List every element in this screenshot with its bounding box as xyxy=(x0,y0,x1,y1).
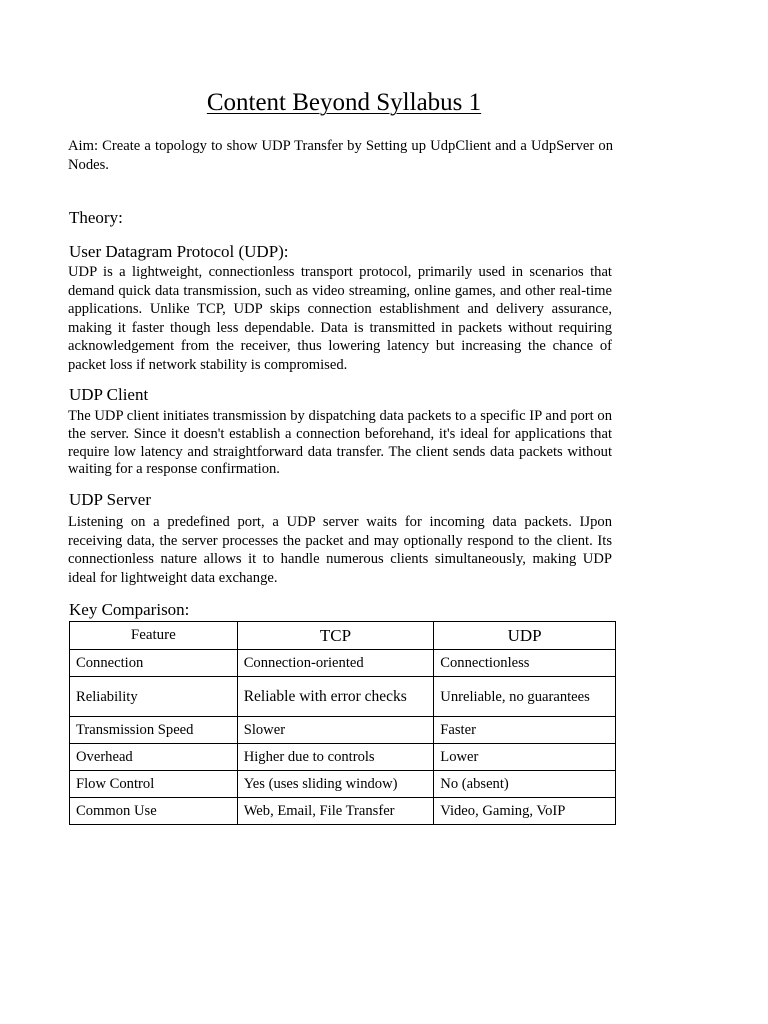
udp-client-heading: UDP Client xyxy=(69,385,149,404)
comparison-table xyxy=(69,621,616,825)
table-row xyxy=(70,677,616,717)
page-title-text: Content Beyond Syllabus 1 xyxy=(206,89,482,116)
cell-feature: Flow Control xyxy=(70,771,238,798)
cell-tcp: Web, Email, File Transfer xyxy=(237,798,434,825)
page-title xyxy=(0,88,688,118)
udp-heading: User Datagram Protocol (UDP): xyxy=(69,242,289,261)
header-tcp: TCP xyxy=(237,622,434,650)
cell-feature: Common Use xyxy=(70,798,238,825)
cell-tcp: Higher due to controls xyxy=(237,744,434,771)
header-feature: Feature xyxy=(70,622,238,650)
udp-paragraph: UDP is a lightweight, connectionless transport protocol, primarily used in scenarios that demand quick data transmission, such as video streaming, online games, and other real-time applications. Unlike TCP, UDP skips connection establishment and delivery assurance, making it faster though less dependable. Data is transmitted in packets without requiring acknowledgement from the receiver, thus lowering latency but increasing the chance of packet loss if network stability is compromised. xyxy=(68,264,612,373)
udp-client-paragraph: The UDP client initiates transmission by dispatching data packets to a specific IP and port on the server. Since it doesn't establish a connection beforehand, it's ideal for applications that require low latency and straightforward data transfer. The client sends data packets without waiting for a response confirmation. xyxy=(68,408,612,478)
table-row xyxy=(70,717,616,744)
table-header-row xyxy=(70,622,616,650)
cell-udp: No (absent) xyxy=(434,771,616,798)
aim-paragraph: Aim: Create a topology to show UDP Transfer by Setting up UdpClient and a UdpServer on Nodes. xyxy=(68,138,613,173)
cell-feature: Overhead xyxy=(70,744,238,771)
cell-udp: Connectionless xyxy=(434,650,616,677)
udp-server-heading: UDP Server xyxy=(69,490,151,509)
table-row xyxy=(70,650,616,677)
table-row xyxy=(70,798,616,825)
cell-tcp: Reliable with error checks xyxy=(237,677,434,717)
cell-tcp: Slower xyxy=(237,717,434,744)
cell-udp: Video, Gaming, VoIP xyxy=(434,798,616,825)
table-row xyxy=(70,771,616,798)
theory-heading: Theory: xyxy=(69,208,123,227)
cell-udp: Faster xyxy=(434,717,616,744)
cell-tcp: Connection-oriented xyxy=(237,650,434,677)
cell-udp: Unreliable, no guarantees xyxy=(434,677,616,717)
cell-feature: Transmission Speed xyxy=(70,717,238,744)
table-row xyxy=(70,744,616,771)
cell-feature: Reliability xyxy=(70,677,238,717)
cell-feature: Connection xyxy=(70,650,238,677)
key-comparison-heading: Key Comparison: xyxy=(69,600,190,619)
cell-udp: Lower xyxy=(434,744,616,771)
cell-tcp: Yes (uses sliding window) xyxy=(237,771,434,798)
header-udp: UDP xyxy=(434,622,616,650)
udp-server-paragraph: Listening on a predefined port, a UDP server waits for incoming data packets. IJpon receiving data, the server processes the packet and may optionally respond to the client. Its connectionless nature allows it to handle numerous clients simultaneously, making UDP ideal for lightweight data exchange. xyxy=(68,514,612,586)
